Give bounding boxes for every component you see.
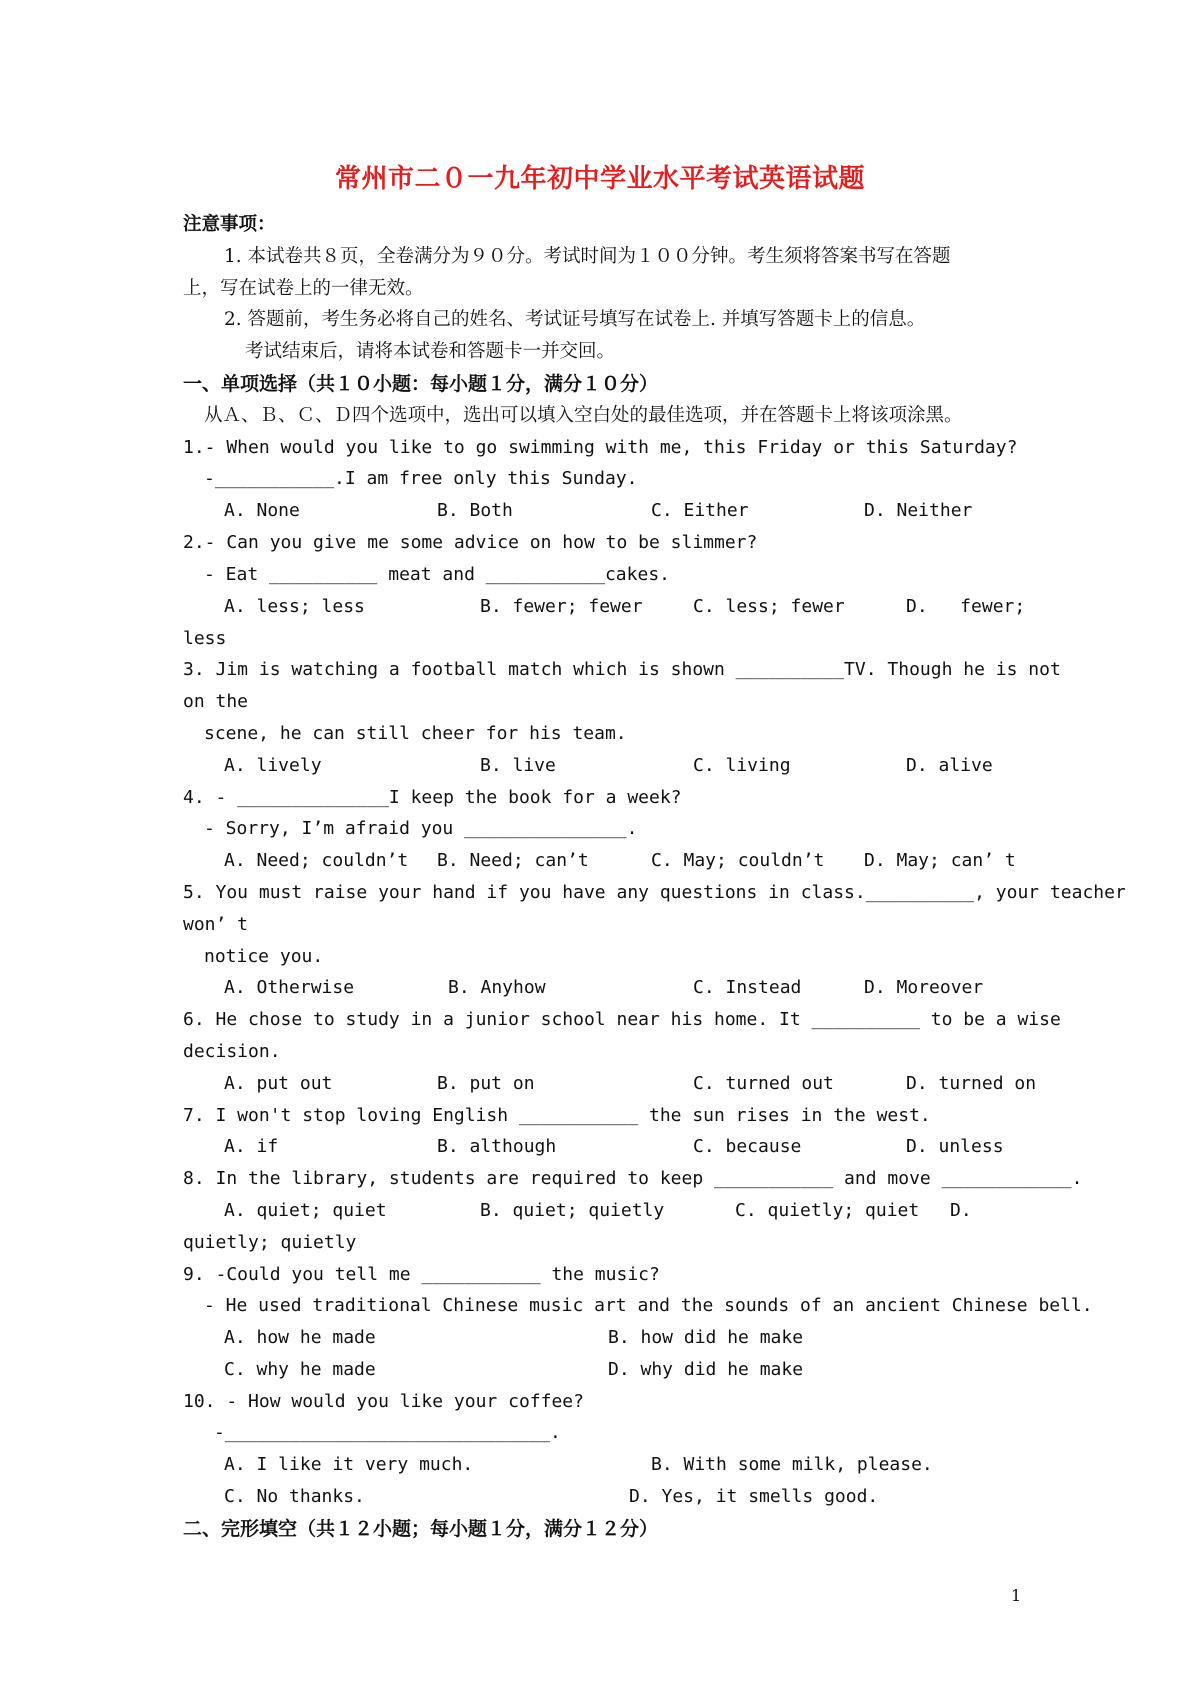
question-8: 8. In the library, students are required to keep ___________ and move ____________. <box>183 1168 1083 1189</box>
q8-option-a: A. quiet; quiet <box>224 1200 387 1221</box>
question-1-reply: -___________.I am free only this Sunday. <box>204 468 638 489</box>
q10-option-b: B. With some milk, please. <box>651 1454 933 1475</box>
q3-option-d: D. alive <box>906 755 993 776</box>
q5-option-d: D. Moreover <box>864 977 984 998</box>
q3-option-b: B. live <box>480 755 556 776</box>
section1-instruction: 从Ａ、Ｂ、Ｃ、Ｄ四个选项中，选出可以填入空白处的最佳选项，并在答题卡上将该项涂黑。 <box>204 405 963 426</box>
q2-option-c: C. less; fewer <box>693 596 845 617</box>
q8-option-d-cont: quietly; quietly <box>183 1232 357 1253</box>
q5-option-a: A. Otherwise <box>224 977 355 998</box>
section1-heading: 一、单项选择（共１０小题：每小题１分，满分１０分） <box>183 373 659 395</box>
q1-option-a: A. None <box>224 500 300 521</box>
question-7: 7. I won't stop loving English ___________ the sun rises in the west. <box>183 1105 931 1126</box>
question-3-cont: scene, he can still cheer for his team. <box>204 723 627 744</box>
question-9-reply: - He used traditional Chinese music art and the sounds of an ancient Chinese bell. <box>204 1295 1093 1316</box>
question-2: 2.- Can you give me some advice on how to be slimmer? <box>183 532 758 553</box>
q8-option-c: C. quietly; quiet <box>735 1200 920 1221</box>
question-5-wrap: won’ t <box>183 914 249 935</box>
section2-heading: 二、完形填空（共１２小题；每小题１分，满分１２分） <box>183 1518 659 1540</box>
q4-option-d: D. May; can’ t <box>864 850 1016 871</box>
notes-item-2: 2. 答题前，考生务必将自己的姓名、考试证号填写在试卷上. 并填写答题卡上的信息。 <box>224 309 926 330</box>
q9-option-a: A. how he made <box>224 1327 376 1348</box>
q10-option-c: C. No thanks. <box>224 1486 365 1507</box>
q6-option-c: C. turned out <box>693 1073 834 1094</box>
q4-option-b: B. Need; can’t <box>437 850 589 871</box>
notes-item-1: 1. 本试卷共８页，全卷满分为９０分。考试时间为１００分钟。考生须将答案书写在答题 <box>224 246 951 267</box>
q3-option-a: A. lively <box>224 755 322 776</box>
question-2-reply: - Eat __________ meat and ___________cakes. <box>204 564 670 585</box>
q6-option-b: B. put on <box>437 1073 535 1094</box>
q10-option-d: D. Yes, it smells good. <box>629 1486 879 1507</box>
question-9: 9. -Could you tell me ___________ the music? <box>183 1264 660 1285</box>
q7-option-b: B. although <box>437 1136 557 1157</box>
notes-item-1-cont: 上，写在试卷上的一律无效。 <box>183 278 424 299</box>
question-5-cont: notice you. <box>204 946 324 967</box>
question-5: 5. You must raise your hand if you have any questions in class.__________, your teacher <box>183 882 1126 903</box>
q5-option-c: C. Instead <box>693 977 802 998</box>
q1-option-c: C. Either <box>651 500 749 521</box>
q8-option-b: B. quiet; quietly <box>480 1200 665 1221</box>
q4-option-c: C. May; couldn’t <box>651 850 825 871</box>
q5-option-b: B. Anyhow <box>448 977 546 998</box>
exam-title: 常州市二０一九年初中学业水平考试英语试题 <box>334 164 865 194</box>
notes-item-2-cont: 考试结束后，请将本试卷和答题卡一并交回。 <box>245 341 616 362</box>
q6-option-a: A. put out <box>224 1073 333 1094</box>
question-3-wrap: on the <box>183 691 249 712</box>
q9-option-b: B. how did he make <box>608 1327 804 1348</box>
q2-option-d: D. fewer; <box>906 596 1026 617</box>
q2-option-d-cont: less <box>183 628 227 649</box>
q1-option-b: B. Both <box>437 500 513 521</box>
question-1: 1.- When would you like to go swimming with me, this Friday or this Saturday? <box>183 437 1018 458</box>
q7-option-d: D. unless <box>906 1136 1004 1157</box>
question-4: 4. - ______________I keep the book for a week? <box>183 787 682 808</box>
q8-option-d: D. <box>950 1200 972 1221</box>
question-6-wrap: decision. <box>183 1041 281 1062</box>
q7-option-a: A. if <box>224 1136 279 1157</box>
page-number: 1 <box>1011 1586 1022 1605</box>
q1-option-d: D. Neither <box>864 500 973 521</box>
q2-option-b: B. fewer; fewer <box>480 596 643 617</box>
question-4-reply: - Sorry, I’m afraid you _______________. <box>204 818 638 839</box>
q2-option-a: A. less; less <box>224 596 365 617</box>
question-6: 6. He chose to study in a junior school near his home. It __________ to be a wise <box>183 1009 1061 1030</box>
q6-option-d: D. turned on <box>906 1073 1037 1094</box>
q10-option-a: A. I like it very much. <box>224 1454 474 1475</box>
notes-heading: 注意事项： <box>183 214 276 235</box>
question-10: 10. - How would you like your coffee? <box>183 1391 584 1412</box>
q9-option-c: C. why he made <box>224 1359 376 1380</box>
question-10-reply: -______________________________. <box>214 1422 561 1443</box>
q9-option-d: D. why did he make <box>608 1359 804 1380</box>
q4-option-a: A. Need; couldn’t <box>224 850 409 871</box>
q7-option-c: C. because <box>693 1136 802 1157</box>
question-3: 3. Jim is watching a football match which is shown __________TV. Though he is not <box>183 659 1061 680</box>
q3-option-c: C. living <box>693 755 791 776</box>
